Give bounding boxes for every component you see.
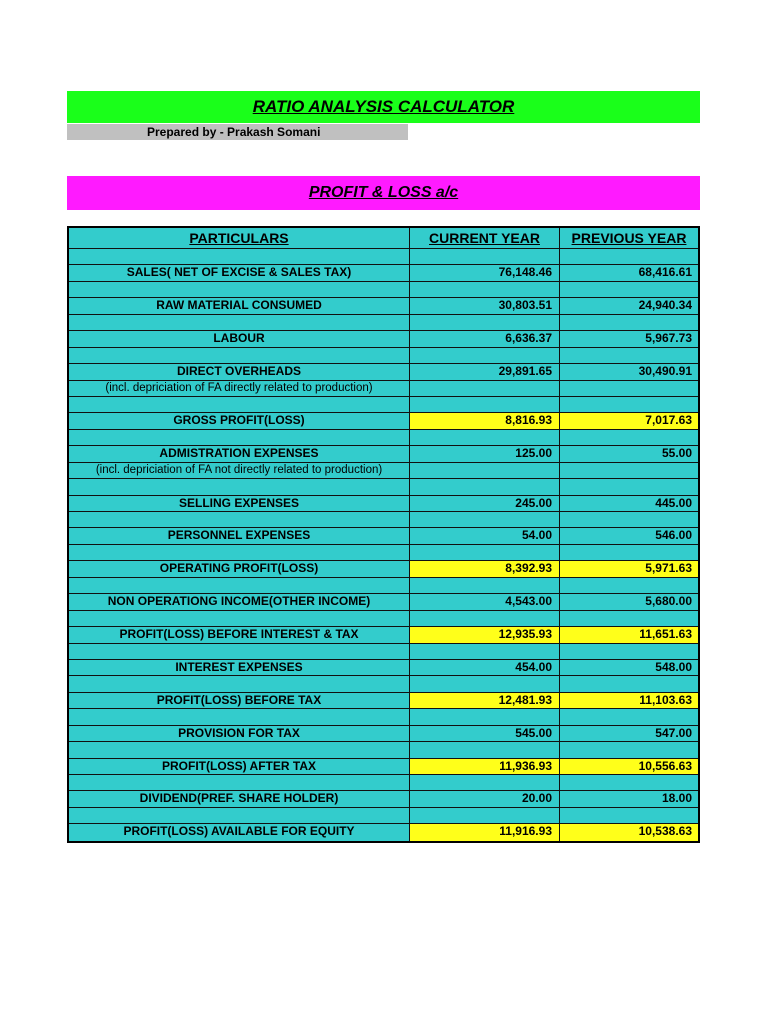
current-year-value[interactable]: 8,816.93 — [410, 413, 560, 428]
row-label: DIVIDEND(PREF. SHARE HOLDER) — [69, 791, 410, 806]
table-row[interactable] — [69, 446, 698, 462]
spacer-row — [69, 578, 698, 594]
row-note: (incl. depriciation of FA not directly related to production) — [69, 463, 410, 478]
spacer-row — [69, 479, 698, 495]
previous-year-value[interactable]: 30,490.91 — [638, 364, 692, 379]
table-row-subtotal[interactable] — [69, 693, 698, 709]
current-year-value[interactable]: 11,936.93 — [410, 759, 560, 774]
spacer-row — [69, 545, 698, 561]
previous-year-value[interactable]: 7,017.63 — [560, 413, 698, 428]
row-label: PROFIT(LOSS) AVAILABLE FOR EQUITY — [69, 824, 410, 840]
current-year-value[interactable]: 29,891.65 — [410, 364, 560, 379]
current-year-value[interactable]: 12,481.93 — [410, 693, 560, 708]
current-year-value[interactable]: 245.00 — [410, 496, 560, 511]
current-year-value[interactable]: 6,636.37 — [410, 331, 560, 346]
row-label: NON OPERATIONG INCOME(OTHER INCOME) — [69, 594, 410, 609]
row-label: PROVISION FOR TAX — [69, 726, 410, 741]
spacer-row — [69, 430, 698, 446]
spacer-row — [69, 282, 698, 298]
row-label: PROFIT(LOSS) BEFORE TAX — [69, 693, 410, 708]
current-year-value[interactable]: 12,935.93 — [410, 627, 560, 642]
prepared-by-text: Prepared by - Prakash Somani — [147, 125, 321, 139]
table-row-note — [69, 381, 698, 397]
row-label: OPERATING PROFIT(LOSS) — [69, 561, 410, 576]
current-year-value — [410, 381, 560, 396]
pl-table — [67, 226, 700, 843]
current-year-value[interactable]: 125.00 — [410, 446, 560, 461]
row-label: PERSONNEL EXPENSES — [69, 528, 410, 543]
row-label: PROFIT(LOSS) BEFORE INTEREST & TAX — [69, 627, 410, 642]
previous-year-value[interactable]: 5,971.63 — [560, 561, 698, 576]
section-title: PROFIT & LOSS a/c — [308, 184, 459, 201]
table-row[interactable] — [69, 726, 698, 742]
table-row[interactable] — [69, 265, 698, 281]
spacer-row — [69, 742, 698, 758]
spacer-row — [69, 709, 698, 725]
header-particulars: PARTICULARS — [69, 228, 410, 248]
current-year-value[interactable]: 20.00 — [410, 791, 560, 806]
page-title: RATIO ANALYSIS CALCULATOR — [252, 97, 515, 116]
current-year-value[interactable]: 11,916.93 — [410, 824, 560, 840]
table-row[interactable] — [69, 331, 698, 347]
previous-year-value[interactable]: 11,103.63 — [560, 693, 698, 708]
spacer-row — [69, 249, 698, 265]
current-year-value[interactable]: 4,543.00 — [410, 594, 560, 609]
spacer-row — [69, 808, 698, 824]
table-row[interactable] — [69, 496, 698, 512]
previous-year-value[interactable]: 548.00 — [655, 659, 692, 674]
row-label: LABOUR — [69, 331, 410, 346]
table-row[interactable] — [69, 298, 698, 314]
current-year-value — [410, 463, 560, 478]
table-row-subtotal[interactable] — [69, 413, 698, 429]
previous-year-value[interactable]: 68,416.61 — [638, 265, 692, 280]
prepared-by-bar — [67, 124, 408, 140]
header-current-year: CURRENT YEAR — [410, 228, 560, 248]
current-year-value[interactable]: 454.00 — [410, 660, 560, 675]
spacer-row — [69, 348, 698, 364]
table-row-subtotal[interactable] — [69, 824, 698, 840]
spacer-row — [69, 397, 698, 413]
spacer-row — [69, 644, 698, 660]
table-header-row — [69, 228, 698, 249]
table-row-note — [69, 463, 698, 479]
previous-year-value[interactable]: 18.00 — [661, 791, 692, 806]
row-label: INTEREST EXPENSES — [69, 660, 410, 675]
spacer-row — [69, 315, 698, 331]
row-label: DIRECT OVERHEADS — [69, 364, 410, 379]
table-row[interactable] — [69, 594, 698, 610]
table-row[interactable] — [69, 364, 698, 380]
table-row[interactable] — [69, 528, 698, 544]
previous-year-value — [560, 463, 698, 478]
title-banner — [67, 91, 700, 123]
previous-year-value[interactable]: 10,556.63 — [560, 759, 698, 774]
current-year-value[interactable]: 8,392.93 — [410, 561, 560, 576]
previous-year-value[interactable]: 55.00 — [661, 446, 692, 461]
row-label: RAW MATERIAL CONSUMED — [69, 298, 410, 313]
previous-year-value[interactable]: 547.00 — [655, 725, 692, 740]
row-note: (incl. depriciation of FA directly related to production) — [69, 381, 410, 396]
previous-year-value[interactable]: 445.00 — [655, 495, 692, 510]
spacer-row — [69, 611, 698, 627]
spacer-row — [69, 775, 698, 791]
current-year-value[interactable]: 30,803.51 — [410, 298, 560, 313]
row-label: SALES( NET OF EXCISE & SALES TAX) — [69, 265, 410, 280]
previous-year-value[interactable]: 546.00 — [655, 528, 692, 543]
table-row-subtotal[interactable] — [69, 759, 698, 775]
row-label: SELLING EXPENSES — [69, 496, 410, 511]
current-year-value[interactable]: 545.00 — [410, 726, 560, 741]
previous-year-value[interactable]: 5,680.00 — [645, 594, 692, 609]
previous-year-value[interactable]: 5,967.73 — [645, 331, 692, 346]
current-year-value[interactable]: 54.00 — [410, 528, 560, 543]
row-label: ADMISTRATION EXPENSES — [69, 446, 410, 461]
row-label: PROFIT(LOSS) AFTER TAX — [69, 759, 410, 774]
previous-year-value[interactable]: 24,940.34 — [638, 298, 692, 313]
table-row[interactable] — [69, 660, 698, 676]
section-banner — [67, 176, 700, 210]
spacer-row — [69, 676, 698, 692]
previous-year-value — [560, 381, 698, 396]
previous-year-value[interactable]: 10,538.63 — [560, 824, 698, 840]
current-year-value[interactable]: 76,148.46 — [410, 265, 560, 280]
row-label: GROSS PROFIT(LOSS) — [69, 413, 410, 428]
table-row[interactable] — [69, 791, 698, 807]
header-previous-year: PREVIOUS YEAR — [571, 230, 687, 246]
previous-year-value[interactable]: 11,651.63 — [560, 627, 698, 642]
table-row-subtotal[interactable] — [69, 561, 698, 577]
spacer-row — [69, 512, 698, 528]
table-row-subtotal[interactable] — [69, 627, 698, 643]
